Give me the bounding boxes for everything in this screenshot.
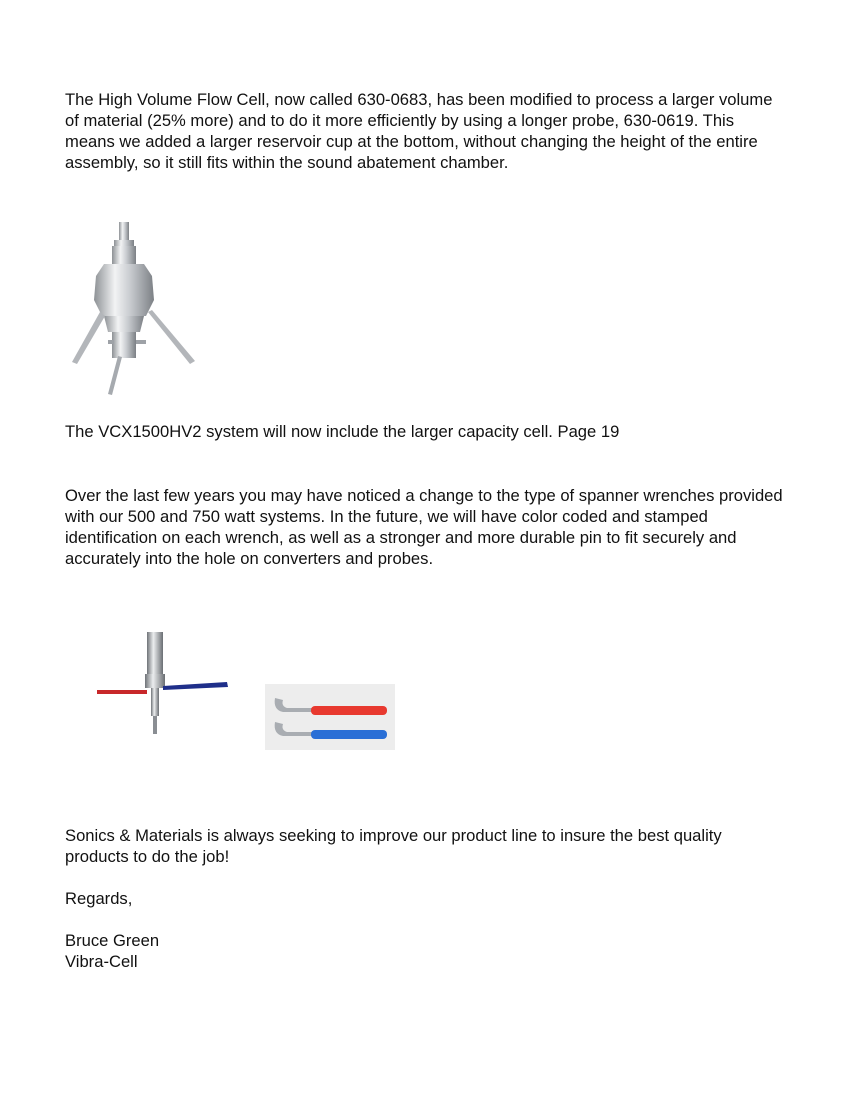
signature-name: Bruce Green xyxy=(65,931,160,950)
signature-org: Vibra-Cell xyxy=(65,952,138,971)
spanner-wrenches-photo xyxy=(265,684,395,750)
flow-cell-photo xyxy=(68,220,198,396)
paragraph-wrenches: Over the last few years you may have noticed a change to the type of spanner wrenches provided with our 500 and 750 watt systems. In the future, we will have color coded and stamped identification on each wrench, as well as a stronger and more durable pin to fit securely and accurately into the hole on converters and probes. xyxy=(65,486,783,568)
paragraph-closing: Sonics & Materials is always seeking to improve our product line to insure the best quality products to do the job! xyxy=(65,826,722,866)
paragraph-flow-cell: The High Volume Flow Cell, now called 630-0683, has been modified to process a larger volume of material (25% more) and to do it more efficiently by using a longer probe, 630-0619. This means we added a larger reservoir cup at the bottom, without changing the height of the entire assembly, so it still fits within the sound abatement chamber. xyxy=(65,90,773,172)
probe-wrench-photo xyxy=(95,628,235,738)
paragraph-system: The VCX1500HV2 system will now include the larger capacity cell. Page 19 xyxy=(65,422,620,441)
regards: Regards, xyxy=(65,889,133,908)
